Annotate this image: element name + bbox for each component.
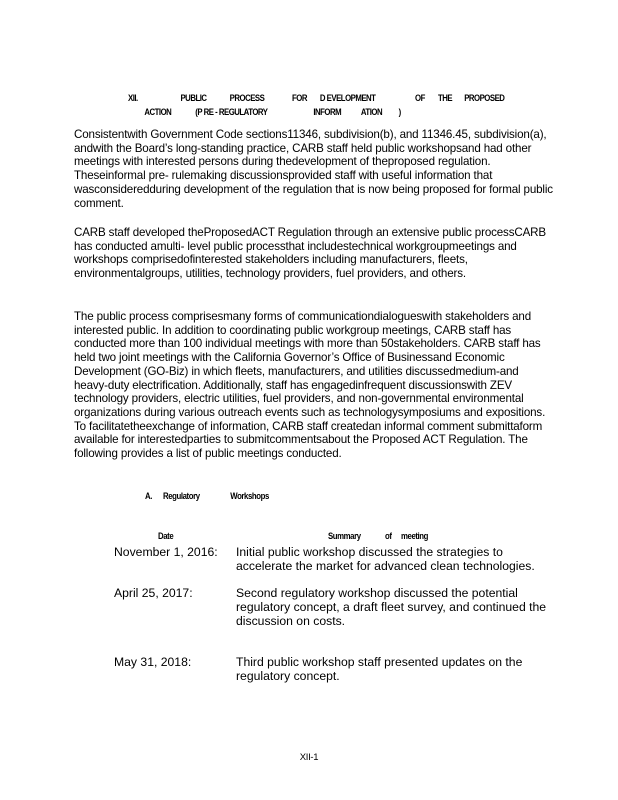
subsection-word: Regulatory: [163, 491, 200, 502]
heading-roman-numeral: XII.: [128, 93, 138, 104]
heading-word: ): [398, 107, 401, 118]
heading-word: PUBLIC: [180, 93, 207, 104]
heading-word: PROPOSED: [464, 93, 505, 104]
column-header-date: Date: [158, 531, 174, 542]
meeting-summary: Second regulatory workshop discussed the potential regulatory concept, a draft fleet survey, and continued the discussion on costs.: [236, 586, 547, 628]
paragraph-staff-development: CARB staff developed theProposedACT Regulation through an extensive public processCARB has conducted amulti- level public processthat includestechnical workgroupmeetings and workshops comprisedofinterested stakeholders including manufacturers, fleets, environmentalgroups, utilities, technology providers, fuel providers, and others.: [74, 226, 546, 281]
heading-word: THE: [437, 93, 453, 104]
column-header-summary: of: [385, 531, 392, 542]
heading-word: INFORM: [313, 107, 342, 118]
heading-word: ATION: [360, 107, 383, 118]
meeting-date: April 25, 2017:: [114, 586, 193, 600]
heading-word: (P RE - REGULATORY: [195, 107, 268, 118]
meeting-summary: Initial public workshop discussed the strategies to accelerate the market for advanced clean technologies.: [236, 545, 535, 573]
page-number: XII-1: [299, 752, 319, 763]
heading-word: PROCESS: [229, 93, 265, 104]
column-header-summary: meeting: [401, 531, 429, 542]
paragraph-public-process: The public process comprisesmany forms of communicationdialogueswith stakeholders and interested public. In addition to coordinating public workgroup meetings, CARB staff has conducted more than 100 individual meetings with more than 50stakeholders. CARB staff has held two joint meetings with the California Governor’s Office of Businessand Economic Development (GO-Biz) in which fleets, manufacturers, and utilities discussedmedium-and heavy-duty electrification. Additionally, staff has engagedinfrequent discussionswith ZEV technology providers, electric utilities, fuel providers, and non-governmental environmental organizations during various outreach events such as technologysymposiums and expositions. To facilitatetheexchange of information, CARB staff createdan informal comment submittaform available for interestedparties to submitcommentsabout the Proposed ACT Regulation. The following provides a list of public meetings conducted.: [74, 310, 546, 461]
column-header-summary: Summary: [328, 531, 361, 542]
heading-word: D EVELOPMENT: [319, 93, 376, 104]
meeting-summary: Third public workshop staff presented updates on the regulatory concept.: [236, 655, 523, 683]
heading-word: FOR: [292, 93, 307, 104]
subsection-word: Workshops: [230, 491, 269, 502]
paragraph-consistency: Consistentwith Government Code sections11346, subdivision(b), and 11346.45, subdivision(a), andwith the Board’s long-standing practice, CARB staff held public workshopsand had other meetings with interested persons during thedevelopment of theproposed regulation. Theseinformal pre- rulemaking discussionsprovided staff with useful information that wasconsideredduring development of the regulation that is now being proposed for formal public comment.: [74, 128, 553, 210]
meeting-date: May 31, 2018:: [114, 655, 192, 669]
meeting-date: November 1, 2016:: [114, 545, 218, 559]
heading-word: OF: [415, 93, 425, 104]
heading-word: ACTION: [144, 107, 172, 118]
subsection-letter: A.: [145, 491, 152, 502]
